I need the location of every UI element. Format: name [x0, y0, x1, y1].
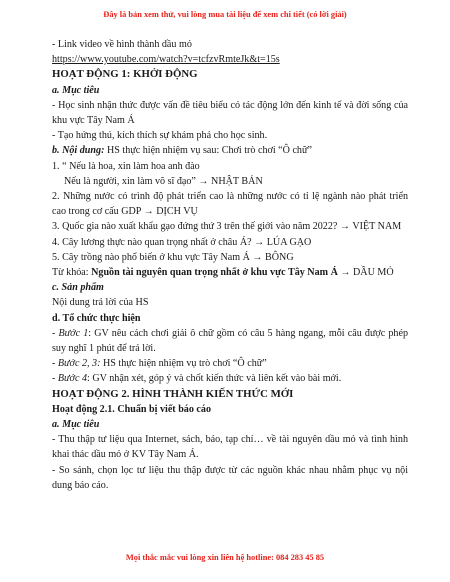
content-text: HS thực hiện nhiệm vụ sau: Chơi trò chơi “Ô chữ” [104, 145, 312, 157]
step-2-3-text: HS thực hiện nhiệm vụ trò chơi “Ô chữ” [100, 358, 267, 370]
content-heading: b. Nội dung: [52, 145, 105, 157]
keyword-label: Từ khóa: [52, 267, 92, 279]
step-1 [52, 326, 408, 356]
product-text: Nội dung trả lời của HS [52, 297, 149, 309]
organization-heading: d. Tổ chức thực hiện [52, 312, 141, 324]
activity-2-1-heading: Hoạt động 2.1. Chuẩn bị viết báo cáo [52, 403, 212, 415]
activity-2-heading: HOẠT ĐỘNG 2. HÌNH THÀNH KIẾN THỨC MỚI [52, 387, 294, 400]
preview-banner: Đây là bản xem thử, vui lòng mua tài liệu để xem chi tiết (có lời giải) [103, 10, 347, 19]
question-1-line-1: 1. “ Nếu là hoa, xin làm hoa anh đào [52, 160, 200, 172]
step-4-text: : GV nhận xét, góp ý và chốt kiến thức và liên kết vào bài mới. [87, 373, 342, 385]
product-heading: c. Sản phẩm [52, 282, 104, 294]
question-5: 5. Cây trồng nào phổ biến ở khu vực Tây Nam Á → BÔNG [52, 251, 294, 263]
keyword-answer: → DẦU MỎ [337, 267, 394, 279]
video-label: - Link video về hình thành dầu mỏ [52, 39, 192, 50]
objective-heading: a. Mục tiêu [52, 84, 100, 96]
step-4-label: - Bước 4 [52, 373, 87, 385]
step-4 [52, 371, 408, 386]
question-3: 3. Quốc gia nào xuất khẩu gạo đứng thứ 3 trên thế giới vào năm 2022? → VIỆT NAM [52, 221, 402, 233]
step-2-3 [52, 356, 408, 371]
question-1-line-2: Nếu là người, xin làm võ sĩ đạo” → NHẬT BẢN [64, 175, 263, 187]
objective-2-item: - So sánh, chọn lọc tư liệu thu thập được từ các nguồn khác nhau nhằm phục vụ nội dung báo cáo. [52, 464, 408, 491]
document-body [52, 37, 408, 493]
video-link[interactable]: https://www.youtube.com/watch?v=tcfzvRmteJk&t=15s [52, 54, 280, 66]
step-2-3-label: - Bước 2, 3: [52, 358, 101, 370]
content-line [52, 143, 408, 158]
step-1-text: : GV nêu cách chơi giải ô chữ gồm có câu 5 hàng ngang, mỗi câu được phép suy nghĩ 1 phút để trả lời. [52, 327, 409, 355]
keyword-line [52, 265, 408, 280]
step-1-label: - Bước 1 [52, 327, 89, 339]
objective-2-heading: a. Mục tiêu [52, 419, 100, 431]
keyword-text: Nguồn tài nguyên quan trọng nhất ở khu vực Tây Nam Á [91, 267, 338, 279]
objective-2-item: - Thu thập tư liệu qua Internet, sách, báo, tạp chí… về tài nguyên dầu mỏ và tình hình khai thác dầu mỏ ở KV Tây Nam Á. [52, 434, 408, 461]
hotline-banner: Mọi thắc mắc vui lòng xin liên hệ hotline: 084 283 45 85 [125, 553, 325, 562]
question-4: 4. Cây lương thực nào quan trọng nhất ở châu Á? → LÚA GẠO [52, 236, 312, 248]
activity-1-heading: HOẠT ĐỘNG 1: KHỞI ĐỘNG [52, 68, 198, 81]
question-2: 2. Những nước có trình độ phát triển cao là những nước có tỉ lệ ngành nào phát triển cao trong cơ cấu GDP → DỊCH VỤ [52, 191, 408, 218]
objective-item: - Tạo hứng thú, kích thích sự khám phá cho học sinh. [52, 130, 268, 142]
objective-item: - Học sinh nhận thức được vấn đề tiêu biểu có tác động lớn đến kinh tế và đời sống của khu vực Tây Nam Á [52, 99, 408, 127]
